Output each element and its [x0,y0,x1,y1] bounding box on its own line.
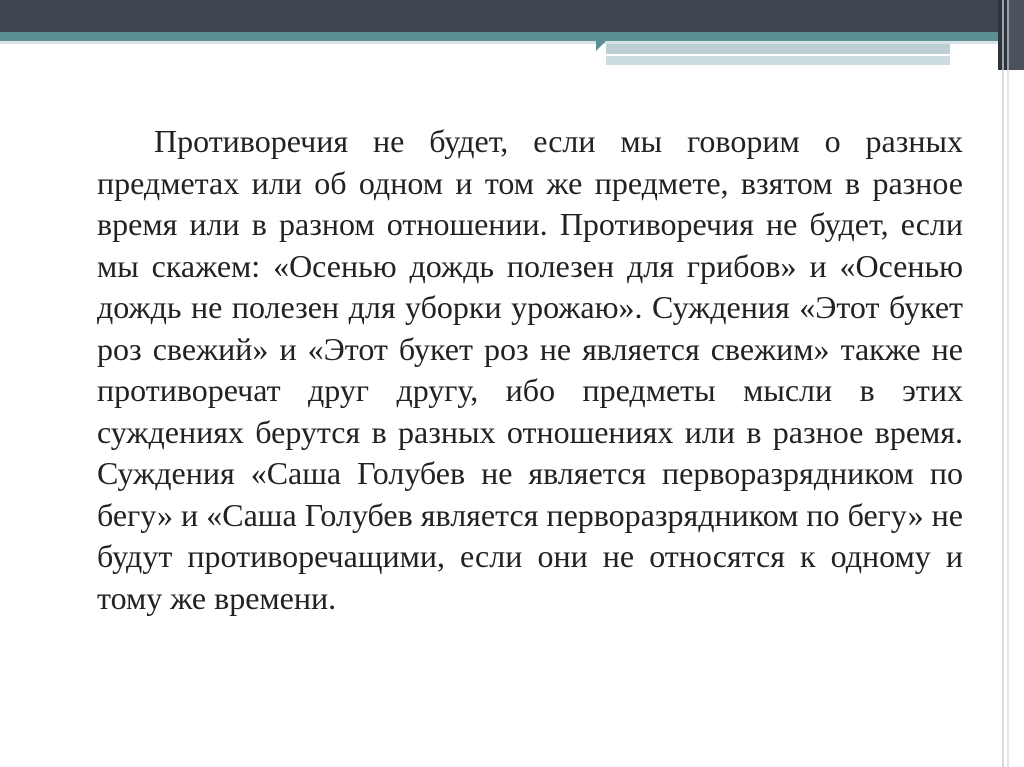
right-edge-stripes [998,0,1024,767]
body-text: Противоречия не будет, если мы говорим о разных предметах или об одном и том же предмете, взятом в разное время или в разном отношении. Противоречия не будет, если мы скажем: «Осенью дождь полезен для грибов» и «Осенью дождь не полезен для уборки урожаю». Суждения «Этот букет роз свежий» и «Этот букет роз не является свежим» также не противоречат друг другу, ибо предметы мысли в этих суждениях берутся в разных отношениях или в разное время. Суждения «Саша Голубев не является перворазрядником по бегу» и «Саша Голубев является перворазрядником по бегу» не будут противоречащими, если они не относятся к одному и тому же времени. [97,123,963,616]
ribbon-notch [596,41,606,51]
header-accent-band [0,32,1000,41]
header-ribbon-upper [606,44,950,54]
header-band [0,0,1024,32]
header-ribbon-lower [606,56,950,65]
right-edge-stripes-top [998,0,1024,70]
